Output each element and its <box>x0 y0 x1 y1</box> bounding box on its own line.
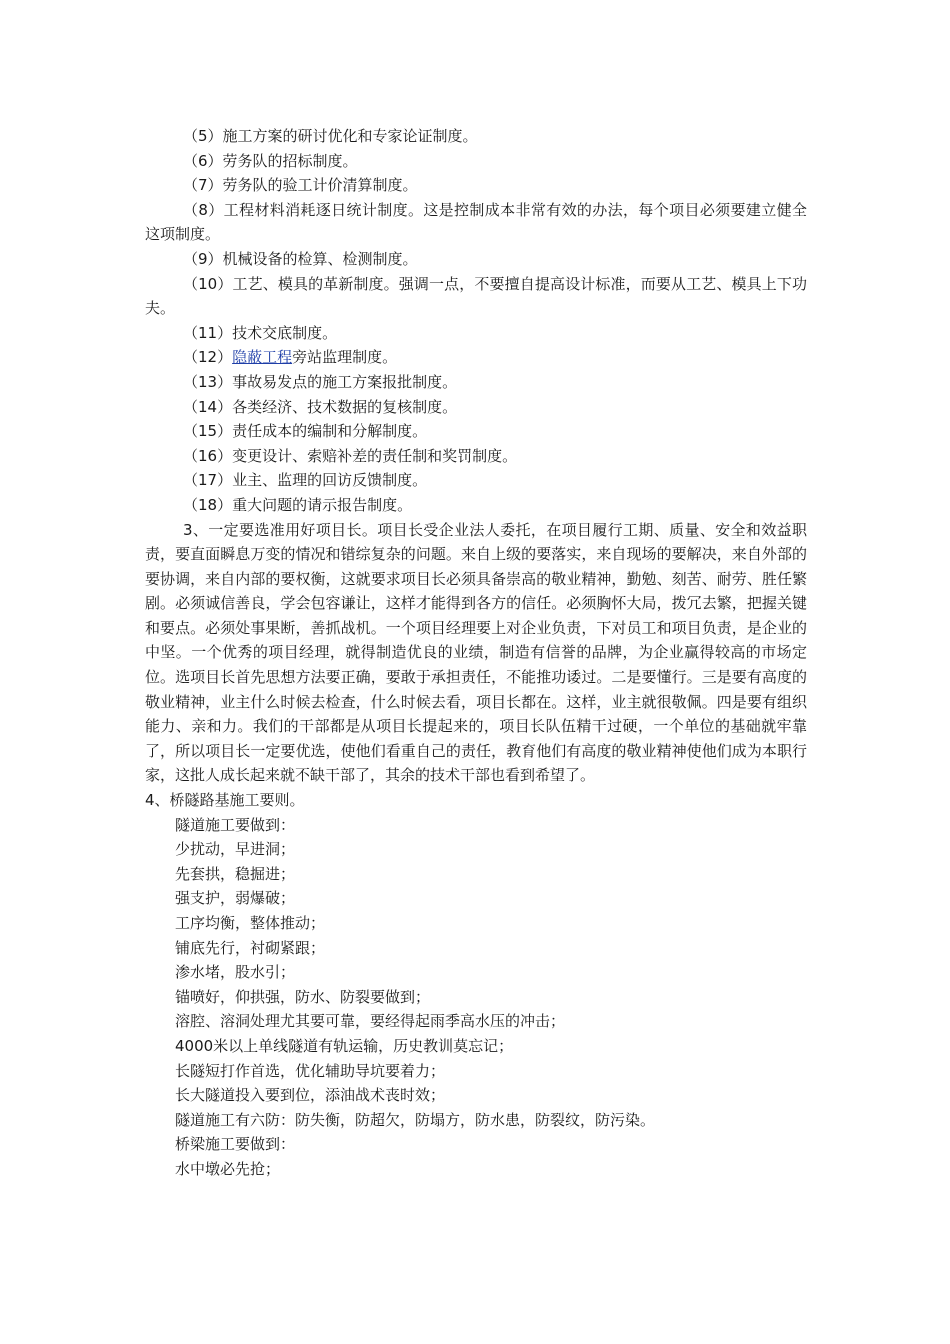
section-4-heading: 4、桥隧路基施工要则。 <box>145 791 305 810</box>
paragraph-item-10: （10）工艺、模具的革新制度。强调一点，不要擅自提高设计标准，而要从工艺、模具上下功夫。 <box>145 274 807 318</box>
rule-line: 少扰动，早进洞； <box>175 840 296 859</box>
paragraph-item-14: （14）各类经济、技术数据的复核制度。 <box>183 397 458 416</box>
paragraph-item-12-suffix: 旁站监理制度。 <box>292 348 398 367</box>
rule-line: 水中墩必先抢； <box>175 1159 281 1178</box>
rule-line: 隧道施工有六防：防失衡，防超欠，防塌方，防水患，防裂纹，防污染。 <box>175 1110 656 1129</box>
paragraph-item-16: （16）变更设计、索赔补差的责任制和奖罚制度。 <box>183 446 518 465</box>
rule-line: 铺底先行，衬砌紧跟； <box>175 938 326 957</box>
paragraph-item-11: （11）技术交底制度。 <box>183 323 338 342</box>
paragraph-item-12-prefix: （12） <box>183 348 233 367</box>
rule-line: 强支护，弱爆破； <box>175 889 296 908</box>
rule-line: 工序均衡，整体推动； <box>175 914 326 932</box>
rule-line: 隧道施工要做到： <box>175 815 296 834</box>
rule-line: 锚喷好，仰拱强，防水、防裂要做到； <box>175 987 431 1006</box>
rule-line: 先套拱，稳掘进； <box>175 864 296 883</box>
paragraph-item-17: （17）业主、监理的回访反馈制度。 <box>183 471 428 490</box>
rule-line: 桥梁施工要做到： <box>175 1135 296 1154</box>
rule-line: 渗水堵，股水引； <box>175 963 296 982</box>
paragraph-item-15: （15）责任成本的编制和分解制度。 <box>183 422 428 441</box>
tunnel-bridge-rules-list <box>145 813 807 1182</box>
paragraph-item-7: （7）劳务队的验工计价清算制度。 <box>183 176 418 195</box>
document-body <box>145 124 807 1182</box>
paragraph-item-13: （13）事故易发点的施工方案报批制度。 <box>183 372 458 391</box>
paragraph-item-12 <box>145 345 807 370</box>
rule-line: 长大隧道投入要到位，添油战术丧时效； <box>175 1086 446 1105</box>
paragraph-item-5: （5）施工方案的研讨优化和专家论证制度。 <box>183 127 478 145</box>
paragraph-item-18: （18）重大问题的请示报告制度。 <box>183 495 413 514</box>
paragraph-item-9: （9）机械设备的检算、检测制度。 <box>183 249 418 268</box>
hidden-works-link[interactable]: 隐蔽工程 <box>232 348 293 367</box>
rule-line: 长隧短打作首选，优化辅助导坑要着力； <box>175 1061 446 1080</box>
section-3-project-manager: 3、一定要选准用好项目长。项目长受企业法人委托，在项目履行工期、质量、安全和效益职责，要直面瞬息万变的情况和错综复杂的问题。来自上级的要落实，来自现场的要解决，来自外部的要协调，来自内部的要权衡，这就要求项目长必须具备崇高的敬业精神，勤勉、刻苦、耐劳、胜任繁剧。必须诚信善良，学会包容谦让，这样才能得到各方的信任。必须胸怀大局，拨冗去繁，把握关键和要点。必须处事果断，善抓战机。一个项目经理要上对企业负责，下对员工和项目负责，是企业的中坚。一个优秀的项目经理，就得制造优良的业绩，制造有信誉的品牌，为企业赢得较高的市场定位。选项目长首先思想方法要正确，要敢于承担责任，不能推功诿过。二是要懂行。三是要有高度的敬业精神，业主什么时候去检查，什么时候去看，项目长都在。这样，业主就很敬佩。四是要有组织能力、亲和力。我们的干部都是从项目长提起来的，项目长队伍精干过硬，一个单位的基础就牢靠了，所以项目长一定要优选，使他们看重自己的责任，教育他们有高度的敬业精神使他们成为本职行家，这批人成长起来就不缺干部了，其余的技术干部也看到希望了。 <box>145 520 807 785</box>
paragraph-item-8: （8）工程材料消耗逐日统计制度。这是控制成本非常有效的办法，每个项目必须要建立健全这项制度。 <box>145 200 807 244</box>
rule-line: 4000米以上单线隧道有轨运输，历史教训莫忘记； <box>175 1036 514 1055</box>
rule-line: 溶腔、溶洞处理尤其要可靠，要经得起雨季高水压的冲击； <box>175 1012 566 1031</box>
paragraph-item-6: （6）劳务队的招标制度。 <box>183 151 358 170</box>
